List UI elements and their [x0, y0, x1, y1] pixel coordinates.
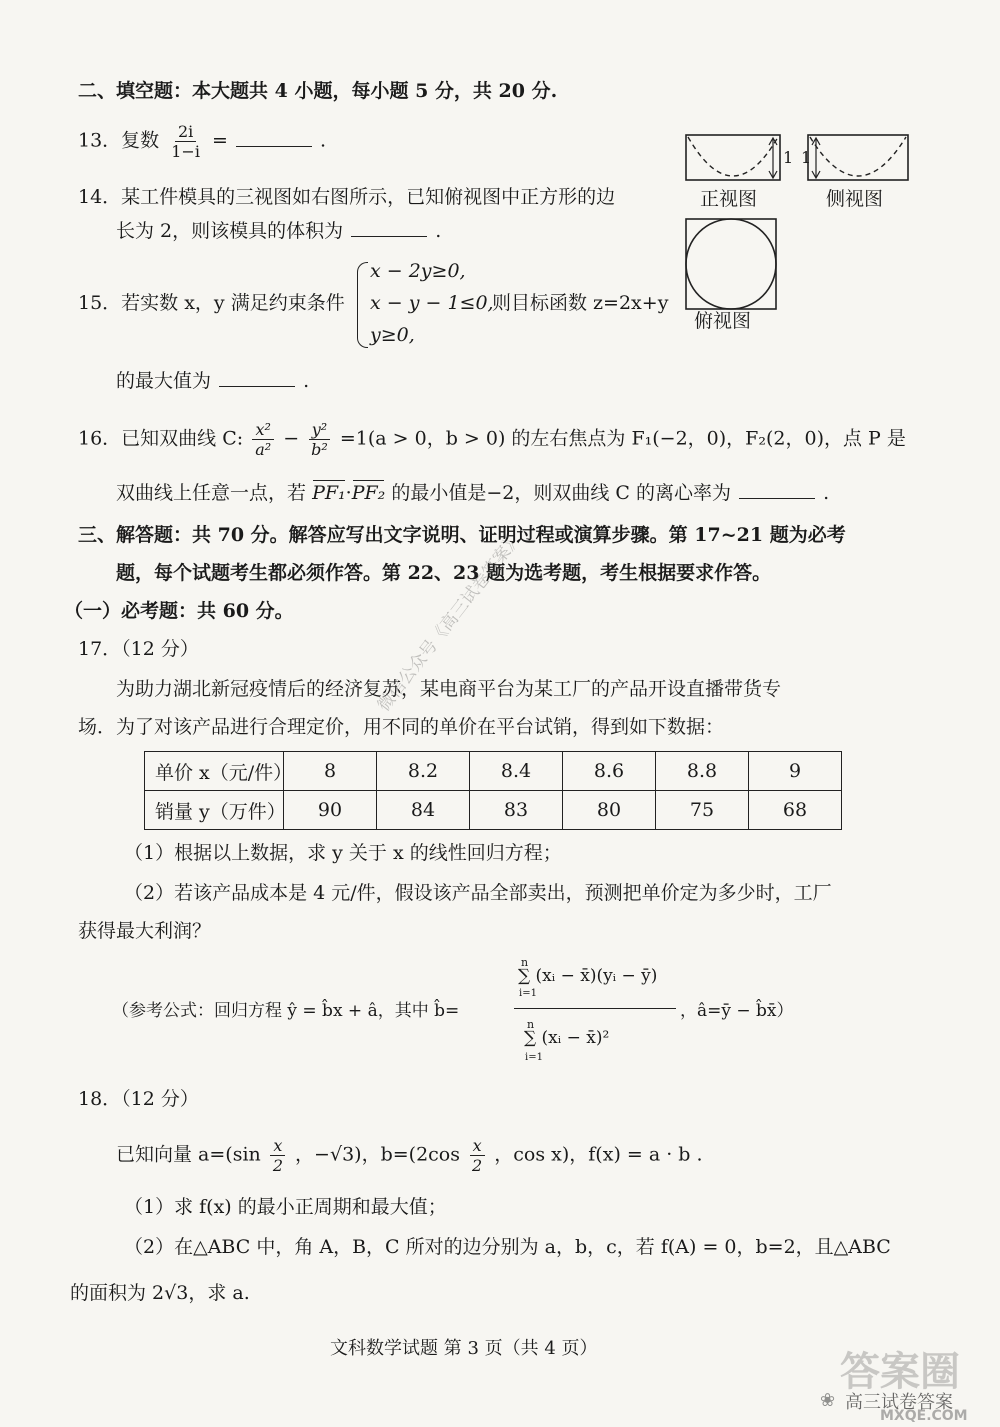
table-cell: 8.6 — [563, 752, 656, 791]
q16-line2a: 双曲线上任意一点，若 — [116, 482, 307, 504]
q16-frac-y — [308, 420, 331, 459]
question-17-sub1: （1）根据以上数据，求 y 关于 x 的线性回归方程； — [124, 842, 562, 864]
q16-y2: y² — [309, 420, 330, 440]
q18-frac-2-den: 2 — [472, 1156, 483, 1175]
table-cell: 8.8 — [656, 752, 749, 791]
question-15-prefix: 15．若实数 x，y 满足约束条件 — [78, 292, 345, 314]
q13-prefix: 13．复数 — [78, 129, 160, 152]
q18-frac-1-den: 2 — [272, 1156, 283, 1175]
q18-line1b: ，−√3)，b=(2cos — [295, 1143, 460, 1166]
q15-answer-blank — [219, 370, 295, 387]
side-view-label: 侧视图 — [826, 188, 884, 210]
q16-x2: x² — [252, 420, 273, 440]
question-16-line1 — [78, 420, 906, 459]
formula-numerator: ∑ (xᵢ − x̄)(yᵢ − ȳ) — [518, 966, 658, 986]
question-17-para2: 场．为了对该产品进行合理定价，用不同的单价在平台试销，得到如下数据： — [78, 716, 725, 738]
top-view-circle — [686, 219, 776, 309]
front-view-dim-label: 1 — [783, 148, 794, 167]
front-view-dashed-arc — [688, 137, 778, 176]
page-footer: 文科数学试题 第 3 页（共 4 页） — [330, 1338, 598, 1359]
side-view-dim-label: 1 — [801, 148, 812, 167]
section-heading-solutions-2: 题，每个试题考生都必须作答。第 22、23 题为选考题，考生根据要求作答。 — [116, 562, 772, 584]
q13-numerator: 2i — [175, 122, 196, 142]
reference-formula-prefix: （参考公式：回归方程 ŷ = b̂x + â，其中 b̂= — [112, 1001, 460, 1021]
constraint-1: x − 2y≥0, — [370, 260, 466, 282]
question-17-para1: 为助力湖北新冠疫情后的经济复苏，某电商平台为某工厂的产品开设直播带货专 — [116, 678, 782, 700]
table-cell: 83 — [470, 791, 563, 830]
q16-a2: a² — [255, 440, 272, 459]
q13-answer-blank — [236, 130, 312, 147]
side-view-rect — [808, 135, 908, 180]
question-18-head: 18．（12 分） — [78, 1088, 199, 1110]
constraint-2: x − y − 1≤0, — [370, 292, 494, 314]
q13-end: . — [320, 129, 327, 152]
top-view-label: 俯视图 — [694, 310, 752, 332]
table-cell: 80 — [563, 791, 656, 830]
formula-fraction-bar — [514, 1008, 676, 1009]
q13-fraction — [168, 122, 203, 161]
q16-line2b: 的最小值是−2，则双曲线 C 的离心率为 — [391, 482, 731, 504]
table-cell: 90 — [284, 791, 377, 830]
question-18-sub1: （1）求 f(x) 的最小正周期和最大值； — [124, 1196, 447, 1218]
table-row-header-price: 单价 x（元/件） — [145, 752, 284, 791]
reference-formula-suffix: ，â=ȳ − b̂x̄） — [680, 1001, 794, 1021]
table-cell: 75 — [656, 791, 749, 830]
table-cell: 8.4 — [470, 752, 563, 791]
q16-answer-blank — [739, 482, 815, 499]
constraint-3: y≥0, — [370, 324, 415, 346]
front-view-rect — [686, 135, 780, 180]
formula-sum-lower-i-den: i=1 — [525, 1052, 543, 1063]
formula-sum-lower-i: i=1 — [519, 988, 537, 999]
q16-minus: − — [283, 427, 300, 450]
q13-equals: = — [211, 129, 228, 152]
q15-line2-text: 的最大值为 — [116, 370, 212, 392]
subsection-required: （一）必考题：共 60 分。 — [64, 600, 294, 622]
question-15-line2 — [116, 368, 309, 394]
q14-end: . — [435, 220, 442, 242]
q16-frac-x — [252, 420, 274, 459]
q18-frac-1-num: x — [270, 1136, 285, 1156]
constraint-brace — [357, 262, 368, 348]
table-cell: 8 — [284, 752, 377, 791]
section-heading-solutions-1: 三、解答题：共 70 分。解答应写出文字说明、证明过程或演算步骤。第 17~21 题为必考 — [78, 524, 846, 546]
price-sales-table — [144, 751, 842, 830]
section-heading-fill-blank: 二、填空题：本大题共 4 小题，每小题 5 分，共 20 分. — [78, 80, 558, 102]
q16-b2: b² — [311, 440, 328, 459]
formula-sum-upper-n-den: n — [527, 1018, 535, 1031]
q16-end: . — [823, 482, 830, 504]
table-row-header-sales: 销量 y（万件） — [145, 791, 284, 830]
q16-dot: · — [345, 482, 352, 504]
question-17-sub2a: （2）若该产品成本是 4 元/件，假设该产品全部卖出，预测把单价定为多少时，工厂 — [124, 882, 832, 904]
q16-vector-pf1: PF₁ — [312, 482, 346, 504]
table-row — [145, 752, 842, 791]
q16-rest: =1(a > 0，b > 0) 的左右焦点为 F₁(−2，0)，F₂(2，0)，点 P 是 — [339, 427, 906, 450]
q14-line2-text: 长为 2，则该模具的体积为 — [116, 220, 344, 242]
formula-denominator: ∑ (xᵢ − x̄)² — [524, 1028, 610, 1048]
front-view-label: 正视图 — [700, 188, 758, 210]
q18-frac-2 — [469, 1136, 485, 1175]
q13-denominator: 1−i — [171, 142, 200, 161]
q18-line1a: 已知向量 a=(sin — [116, 1143, 261, 1166]
q14-answer-blank — [351, 220, 427, 237]
diagonal-watermark: 微信公众号《高三试卷答案》 — [373, 528, 526, 716]
table-row — [145, 791, 842, 830]
q16-prefix: 16．已知双曲线 C: — [78, 427, 244, 450]
question-17-sub2b: 获得最大利润？ — [78, 920, 212, 942]
question-16-line2 — [116, 480, 829, 506]
question-18-sub2a: （2）在△ABC 中，角 A，B，C 所对的边分别为 a，b，c，若 f(A) = 0，b=2，且△ABC — [124, 1236, 891, 1258]
question-18-sub2b: 的面积为 2√3，求 a. — [70, 1282, 250, 1304]
side-view-dashed-arc — [810, 137, 906, 176]
table-cell: 84 — [377, 791, 470, 830]
q16-vector-pf2: PF₂ — [351, 482, 386, 504]
question-18-line1 — [116, 1136, 703, 1175]
q18-frac-1 — [270, 1136, 286, 1175]
q15-end: . — [303, 370, 310, 392]
formula-sum-upper-n: n — [521, 956, 529, 969]
table-cell: 68 — [749, 791, 842, 830]
question-15-suffix: 则目标函数 z=2x+y — [492, 292, 669, 314]
question-13 — [78, 122, 326, 161]
q18-line1c: ，cos x)，f(x) = a · b . — [494, 1143, 703, 1166]
wechat-icon: ❀ — [820, 1390, 836, 1411]
question-17-head: 17．（12 分） — [78, 638, 199, 660]
question-14-line1: 14．某工件模具的三视图如右图所示，已知俯视图中正方形的边 — [78, 186, 616, 208]
brand-watermark-2: 高三试卷答案 — [845, 1392, 953, 1413]
table-cell: 9 — [749, 752, 842, 791]
table-cell: 8.2 — [377, 752, 470, 791]
site-watermark: MXQE.COM — [880, 1408, 968, 1424]
question-14-line2 — [116, 218, 441, 244]
q18-frac-2-num: x — [470, 1136, 485, 1156]
brand-watermark: 答案圈 — [840, 1349, 960, 1395]
